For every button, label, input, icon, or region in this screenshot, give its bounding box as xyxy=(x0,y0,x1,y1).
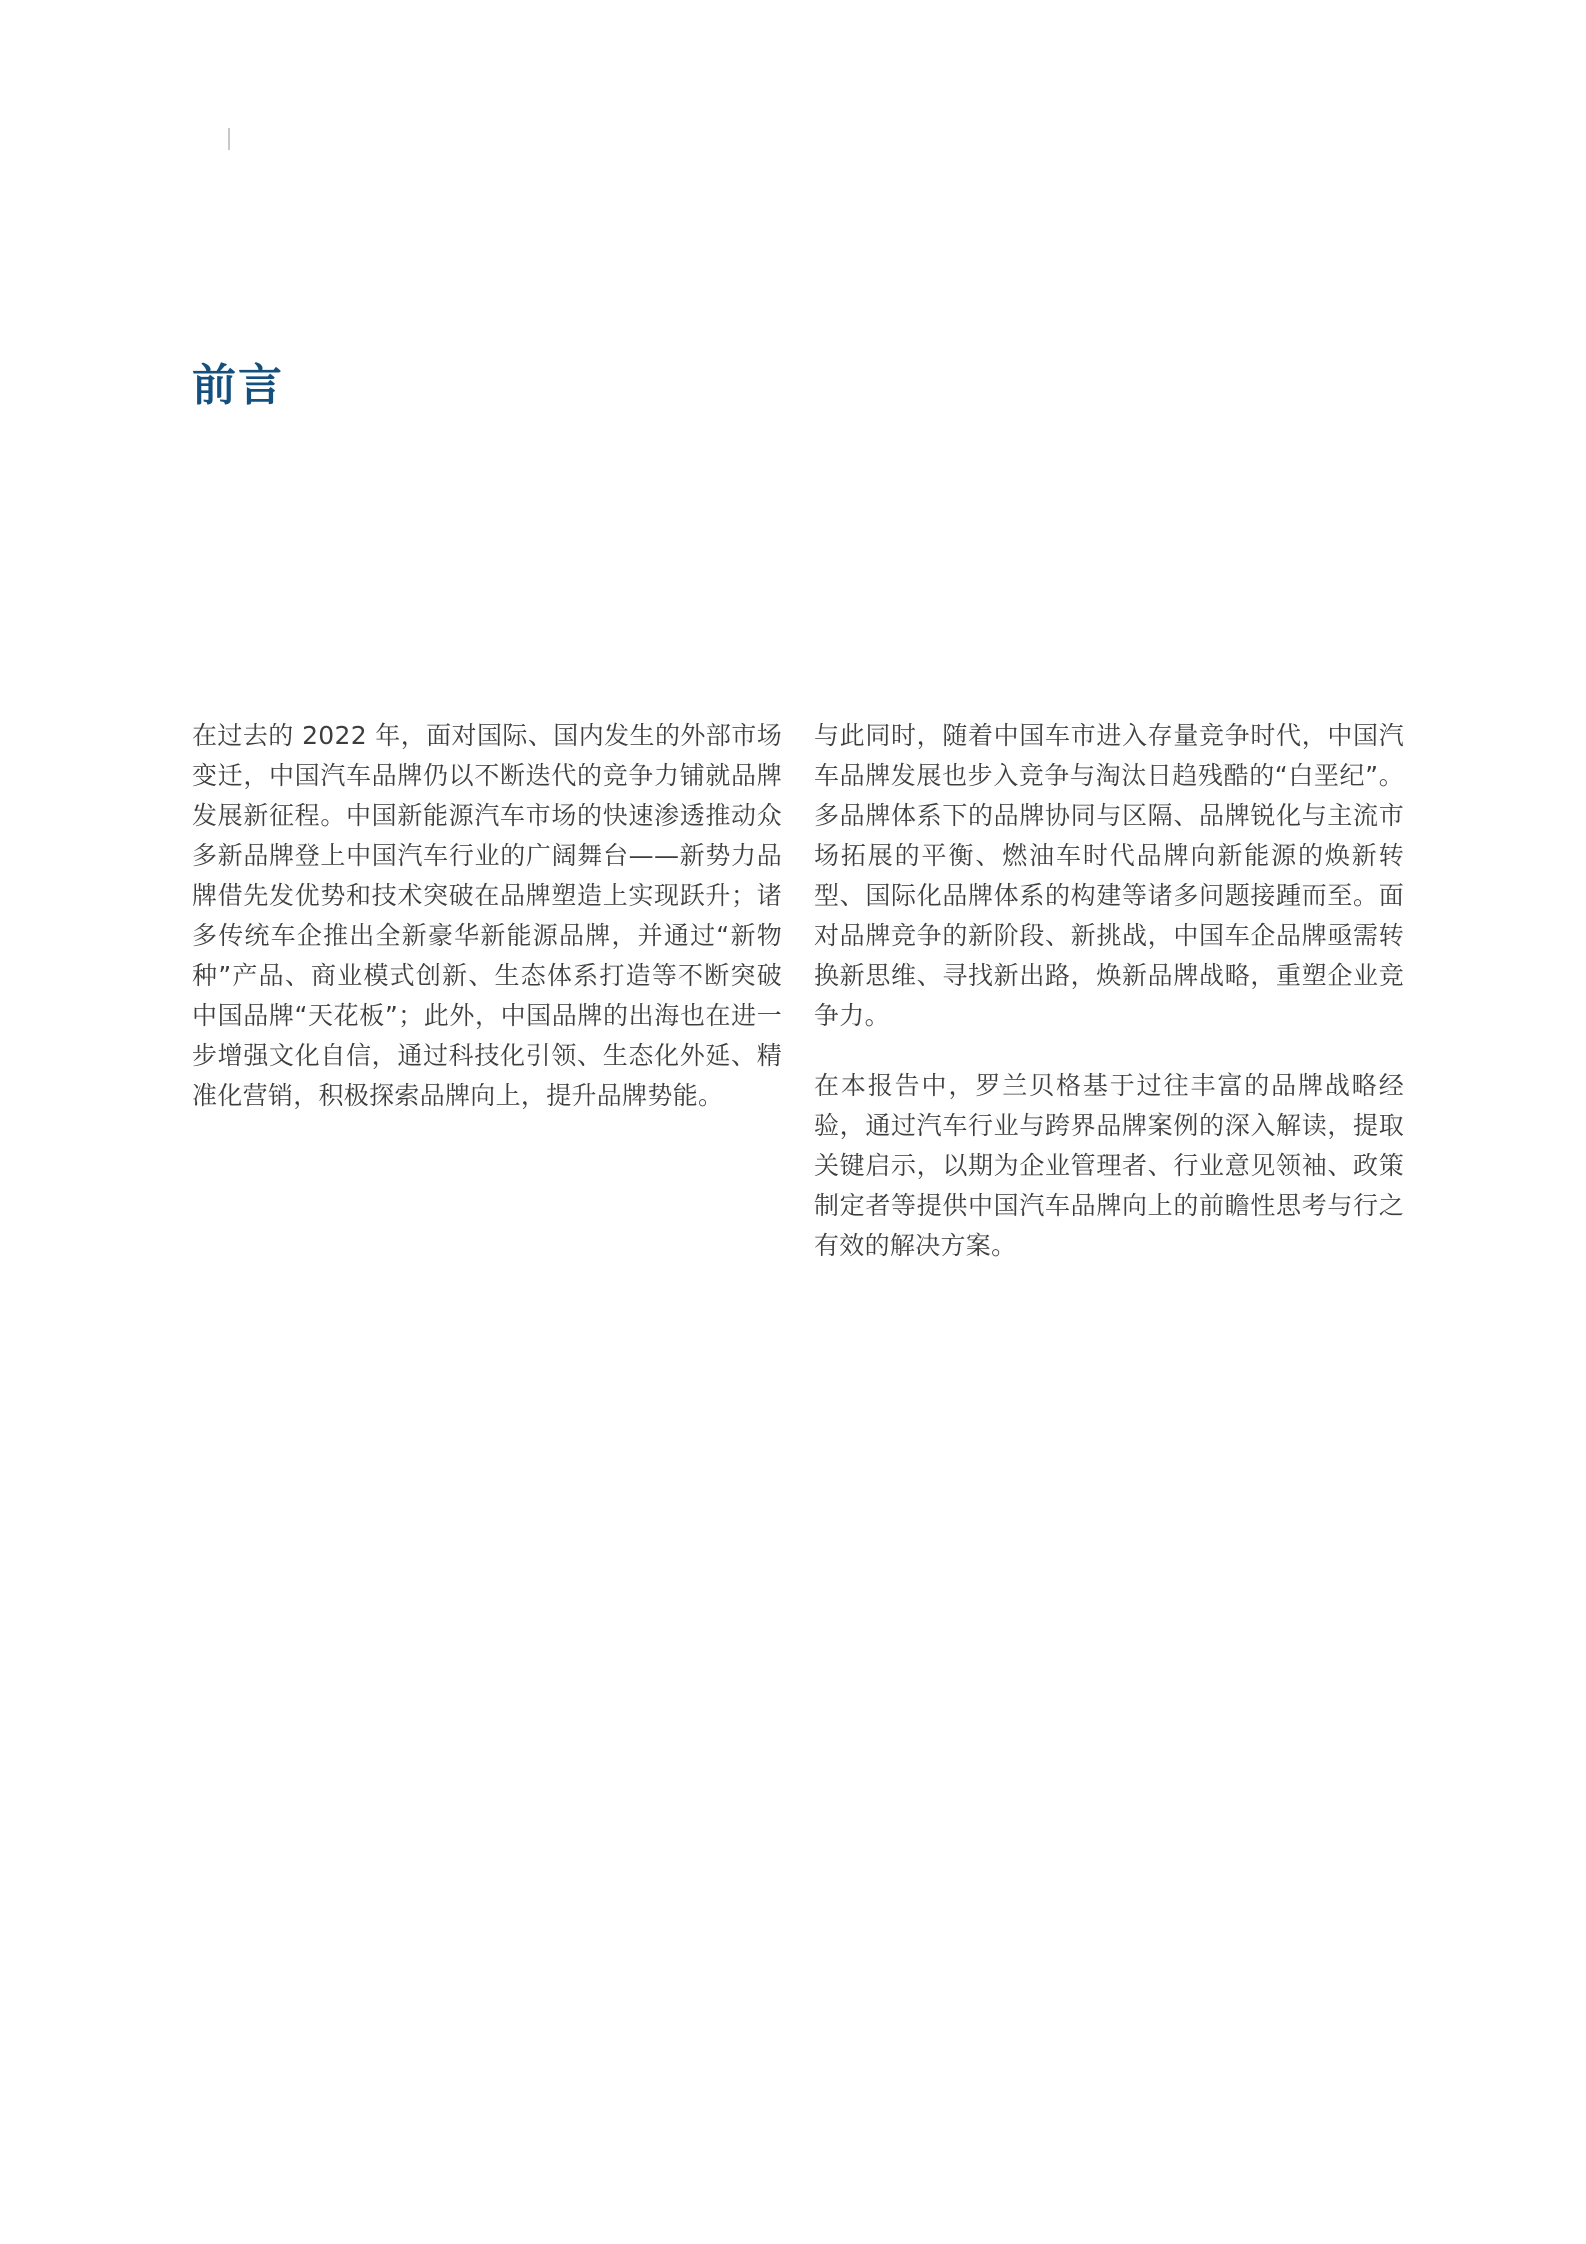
header-divider xyxy=(228,128,230,150)
right-paragraph-2: 在本报告中，罗兰贝格基于过往丰富的品牌战略经验，通过汽车行业与跨界品牌案例的深入解读，提取关键启示，以期为企业管理者、行业意见领袖、政策制定者等提供中国汽车品牌向上的前瞻性思考与行之有效的解决方案。 xyxy=(814,1071,1404,1260)
left-paragraph-1: 在过去的 2022 年，面对国际、国内发生的外部市场变迁，中国汽车品牌仍以不断迭代的竞争力铺就品牌发展新征程。中国新能源汽车市场的快速渗透推动众多新品牌登上中国汽车行业的广阔舞台——新势力品牌借先发优势和技术突破在品牌塑造上实现跃升；诸多传统车企推出全新豪华新能源品牌，并通过“新物种”产品、商业模式创新、生态体系打造等不断突破中国品牌“天花板”；此外，中国品牌的出海也在进一步增强文化自信，通过科技化引领、生态化外延、精准化营销，积极探索品牌向上，提升品牌势能。 xyxy=(192,721,782,1110)
left-column xyxy=(192,716,782,1146)
right-paragraph-1: 与此同时，随着中国车市进入存量竞争时代，中国汽车品牌发展也步入竞争与淘汰日趋残酷的“白垩纪”。多品牌体系下的品牌协同与区隔、品牌锐化与主流市场拓展的平衡、燃油车时代品牌向新能源的焕新转型、国际化品牌体系的构建等诸多问题接踵而至。面对品牌竞争的新阶段、新挑战，中国车企品牌亟需转换新思维、寻找新出路，焕新品牌战略，重塑企业竞争力。 xyxy=(814,721,1404,1030)
right-column xyxy=(814,716,1404,1296)
page-title: 前言 xyxy=(192,360,284,411)
